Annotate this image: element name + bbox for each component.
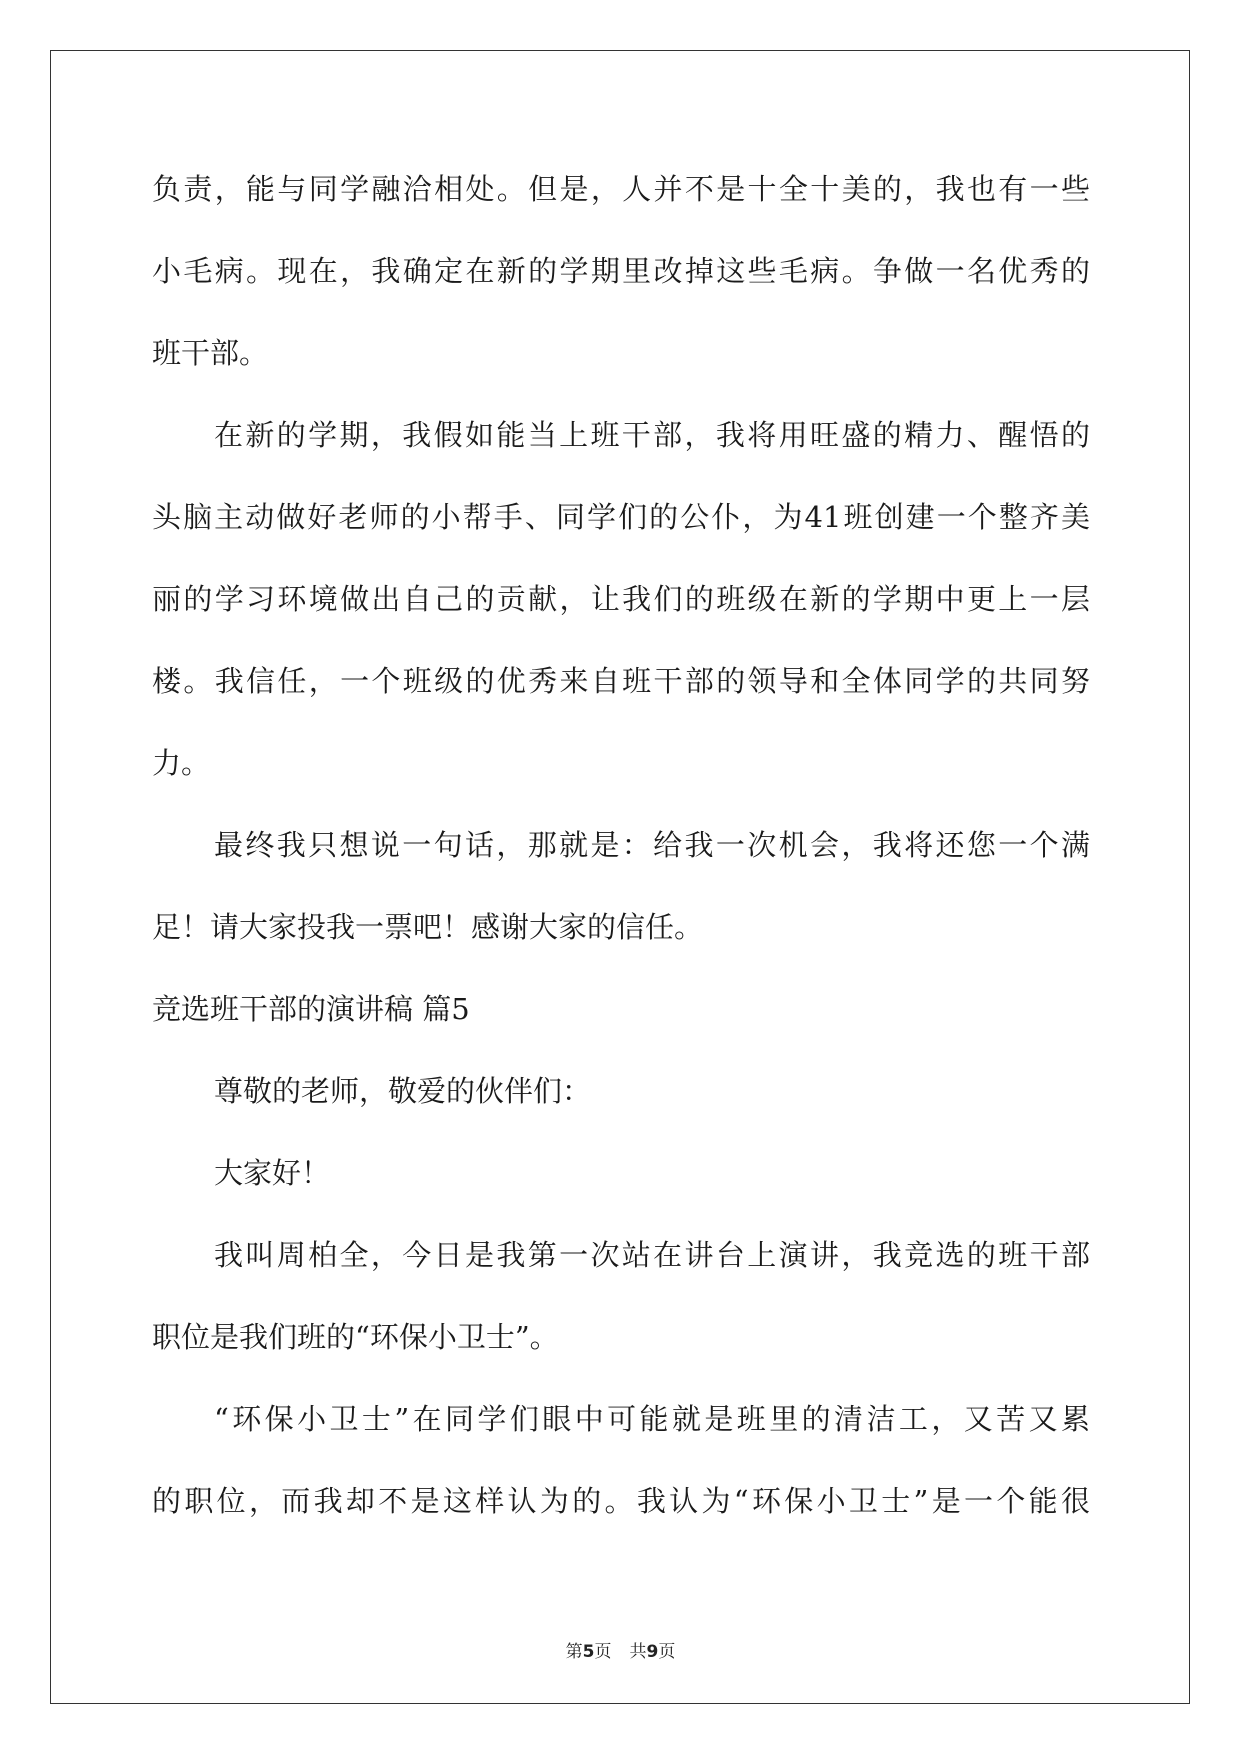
- page-total: 9: [646, 1642, 659, 1662]
- text-line: 力。: [152, 746, 211, 780]
- text-line: 我叫周柏全，今日是我第一次站在讲台上演讲，我竞选的班干部: [214, 1238, 1090, 1272]
- section-heading: 竞选班干部的演讲稿 篇5: [152, 992, 470, 1026]
- text-line: 最终我只想说一句话，那就是：给我一次机会，我将还您一个满: [214, 828, 1090, 862]
- page-suffix: 页: [594, 1642, 612, 1662]
- text-line: 班干部。: [152, 336, 269, 370]
- text-line: 职位是我们班的“环保小卫士”。: [152, 1320, 559, 1354]
- text-line: 负责，能与同学融洽相处。但是，人并不是十全十美的，我也有一些: [152, 172, 1090, 206]
- text-line: “环保小卫士”在同学们眼中可能就是班里的清洁工，又苦又累: [214, 1402, 1090, 1436]
- total-prefix: 共: [629, 1642, 647, 1662]
- text-line: 的职位，而我却不是这样认为的。我认为“环保小卫士”是一个能很: [152, 1484, 1090, 1518]
- total-suffix: 页: [658, 1642, 676, 1662]
- text-line: 楼。我信任，一个班级的优秀来自班干部的领导和全体同学的共同努: [152, 664, 1090, 698]
- text-line: 头脑主动做好老师的小帮手、同学们的公仆，为41班创建一个整齐美: [152, 500, 1090, 534]
- text-line: 足！请大家投我一票吧！感谢大家的信任。: [152, 910, 704, 944]
- text-line: 小毛病。现在，我确定在新的学期里改掉这些毛病。争做一名优秀的: [152, 254, 1090, 288]
- page-footer: [0, 1637, 1241, 1662]
- page-current: 5: [582, 1642, 595, 1662]
- salutation: 尊敬的老师，敬爱的伙伴们：: [214, 1074, 592, 1108]
- greeting: 大家好！: [214, 1156, 331, 1190]
- text-line: 丽的学习环境做出自己的贡献，让我们的班级在新的学期中更上一层: [152, 582, 1090, 616]
- page-prefix: 第: [565, 1642, 583, 1662]
- document-body: [152, 161, 1090, 1555]
- text-line: 在新的学期，我假如能当上班干部，我将用旺盛的精力、醒悟的: [214, 418, 1090, 452]
